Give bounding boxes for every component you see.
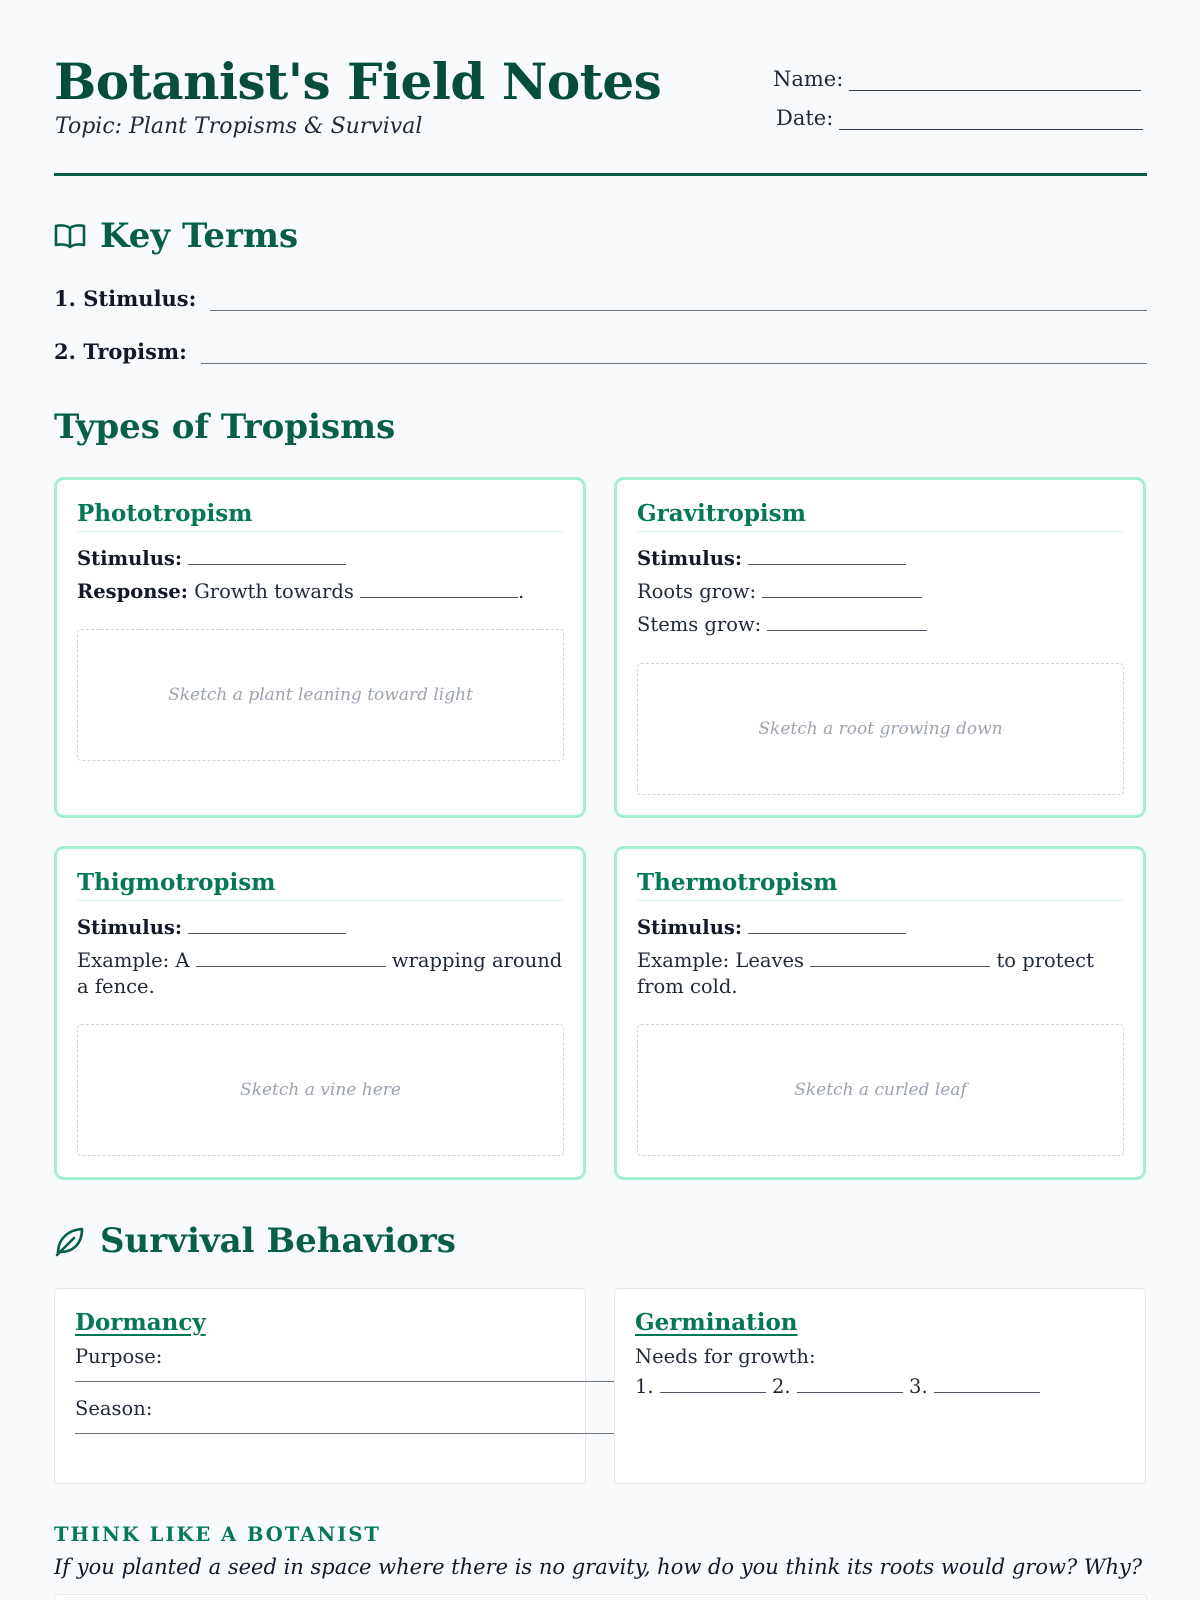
date-line[interactable]: [839, 112, 1143, 130]
book-open-icon: [54, 222, 86, 250]
needs-label: Needs for growth:: [635, 1345, 816, 1368]
stems-blank[interactable]: [767, 615, 927, 631]
card-thigmotropism: [54, 846, 586, 1180]
need-blank-1[interactable]: [660, 1377, 766, 1393]
think-question: If you planted a seed in space where there is no gravity, how do you think its roots would grow? Why?: [54, 1555, 1143, 1579]
survival-heading: [54, 1221, 456, 1261]
sketch-hint: Sketch a root growing down: [758, 719, 1003, 739]
sketch-area[interactable]: [77, 1024, 564, 1156]
response-label: Response:: [77, 580, 188, 603]
key-terms-heading: [54, 216, 298, 256]
need-number: 3.: [909, 1375, 928, 1398]
key-terms-title: Key Terms: [100, 216, 299, 256]
example-end: to protect from cold.: [637, 949, 1094, 998]
stimulus-blank[interactable]: [748, 549, 906, 565]
sketch-hint: Sketch a plant leaning toward light: [168, 685, 473, 705]
example-blank[interactable]: [196, 951, 386, 967]
dormancy-box: [54, 1288, 586, 1484]
example-end: wrapping around a fence.: [77, 949, 563, 998]
stimulus-label: Stimulus:: [77, 547, 183, 570]
survival-title: Survival Behaviors: [100, 1221, 456, 1261]
roots-blank[interactable]: [762, 582, 922, 598]
stems-label: Stems grow:: [637, 613, 762, 636]
need-blank-3[interactable]: [934, 1377, 1040, 1393]
need-number: 1.: [635, 1375, 654, 1398]
stimulus-label: Stimulus:: [77, 916, 183, 939]
response-end: .: [518, 580, 525, 603]
response-text: Growth towards: [194, 580, 354, 603]
sketch-area[interactable]: [637, 1024, 1124, 1156]
date-label: Date:: [776, 106, 834, 130]
season-label: Season:: [75, 1397, 153, 1420]
name-line[interactable]: [849, 73, 1141, 91]
term-answer-line[interactable]: [201, 350, 1147, 364]
sketch-hint: Sketch a curled leaf: [794, 1080, 967, 1100]
header-divider: [54, 173, 1147, 176]
germination-box: [614, 1288, 1146, 1484]
think-answer-box[interactable]: [54, 1594, 1147, 1600]
example-start: Example: A: [77, 949, 190, 972]
leaf-icon: [54, 1225, 86, 1257]
tropisms-title: Types of Tropisms: [54, 407, 396, 447]
term-row-stimulus[interactable]: [54, 286, 1147, 311]
purpose-line[interactable]: [75, 1370, 615, 1382]
stimulus-blank[interactable]: [748, 918, 906, 934]
response-blank[interactable]: [360, 582, 518, 598]
dormancy-title: Dormancy: [75, 1309, 206, 1336]
purpose-label: Purpose:: [75, 1345, 163, 1368]
name-field[interactable]: [773, 67, 1141, 91]
tropisms-heading: [54, 407, 395, 447]
sketch-area[interactable]: [637, 663, 1124, 795]
need-number: 2.: [772, 1375, 791, 1398]
stimulus-label: Stimulus:: [637, 916, 743, 939]
stimulus-blank[interactable]: [188, 549, 346, 565]
example-blank[interactable]: [810, 951, 990, 967]
stimulus-blank[interactable]: [188, 918, 346, 934]
date-field[interactable]: [776, 106, 1143, 130]
term-label: 1. Stimulus:: [54, 286, 197, 311]
page-subtitle: Topic: Plant Tropisms & Survival: [55, 114, 423, 139]
card-thermotropism: [614, 846, 1146, 1180]
term-answer-line[interactable]: [210, 297, 1147, 311]
card-title: Thigmotropism: [77, 869, 563, 901]
example-start: Example: Leaves: [637, 949, 805, 972]
roots-label: Roots grow:: [637, 580, 757, 603]
name-label: Name:: [773, 67, 844, 91]
stimulus-label: Stimulus:: [637, 547, 743, 570]
card-phototropism: [54, 477, 586, 818]
sketch-hint: Sketch a vine here: [240, 1080, 401, 1100]
page-title: Botanist's Field Notes: [54, 52, 662, 111]
card-title: Thermotropism: [637, 869, 1123, 901]
card-gravitropism: [614, 477, 1146, 818]
need-blank-2[interactable]: [797, 1377, 903, 1393]
card-title: Phototropism: [77, 500, 563, 532]
term-row-tropism[interactable]: [54, 339, 1147, 364]
worksheet-header: [54, 0, 1147, 178]
needs-list: [635, 1370, 1125, 1404]
think-label: THINK LIKE A BOTANIST: [54, 1523, 381, 1546]
card-title: Gravitropism: [637, 500, 1123, 532]
sketch-area[interactable]: [77, 629, 564, 761]
germination-title: Germination: [635, 1309, 798, 1336]
worksheet-page: [54, 0, 1147, 1579]
season-line[interactable]: [75, 1422, 615, 1434]
term-label: 2. Tropism:: [54, 339, 187, 364]
